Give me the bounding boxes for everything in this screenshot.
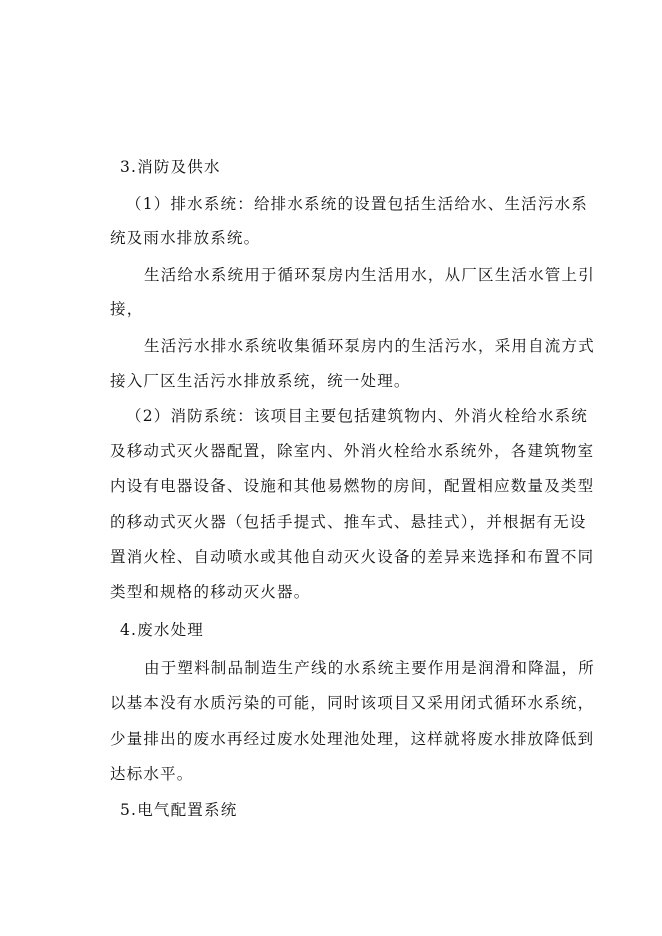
sewage-paragraph-line-1: 生活污水排水系统收集循环泵房内的生活污水，采用自流方式 bbox=[144, 337, 595, 355]
fire-paragraph-line-3: 内设有电器设备、设施和其他易燃物的房间，配置相应数量及类型 bbox=[110, 477, 595, 495]
drainage-paragraph-line-2: 统及雨水排放系统。 bbox=[110, 229, 261, 247]
wastewater-paragraph-line-4: 达标水平。 bbox=[110, 765, 194, 783]
water-supply-paragraph-line-2: 接， bbox=[110, 300, 144, 318]
fire-paragraph-line-4: 的移动式灭火器（包括手提式、推车式、悬挂式），并根据有无设 bbox=[110, 513, 587, 531]
section-5-heading: 5.电气配置系统 bbox=[120, 801, 238, 819]
fire-paragraph-line-6: 类型和规格的移动灭火器。 bbox=[110, 583, 311, 601]
fire-paragraph-line-5: 置消火栓、自动喷水或其他自动灭火设备的差异来选择和布置不同 bbox=[110, 548, 595, 566]
fire-paragraph-line-2: 及移动式灭火器配置，除室内、外消火栓给水系统外，各建筑物室 bbox=[110, 442, 595, 460]
wastewater-paragraph-line-2: 以基本没有水质污染的可能，同时该项目又采用闭式循环水系统， bbox=[110, 694, 595, 712]
drainage-paragraph-line-1: （1）排水系统：给排水系统的设置包括生活给水、生活污水系 bbox=[126, 195, 588, 213]
section-4-heading: 4.废水处理 bbox=[120, 621, 204, 639]
wastewater-paragraph-line-3: 少量排出的废水再经过废水处理池处理，这样就将废水排放降低到 bbox=[110, 730, 595, 748]
section-3-heading: 3.消防及供水 bbox=[120, 158, 221, 176]
sewage-paragraph-line-2: 接入厂区生活污水排放系统，统一处理。 bbox=[110, 372, 411, 390]
water-supply-paragraph-line-1: 生活给水系统用于循环泵房内生活用水，从厂区生活水管上引 bbox=[144, 266, 595, 284]
wastewater-paragraph-line-1: 由于塑料制品制造生产线的水系统主要作用是润滑和降温，所 bbox=[144, 659, 595, 677]
fire-paragraph-line-1: （2）消防系统：该项目主要包括建筑物内、外消火栓给水系统 bbox=[126, 407, 588, 425]
